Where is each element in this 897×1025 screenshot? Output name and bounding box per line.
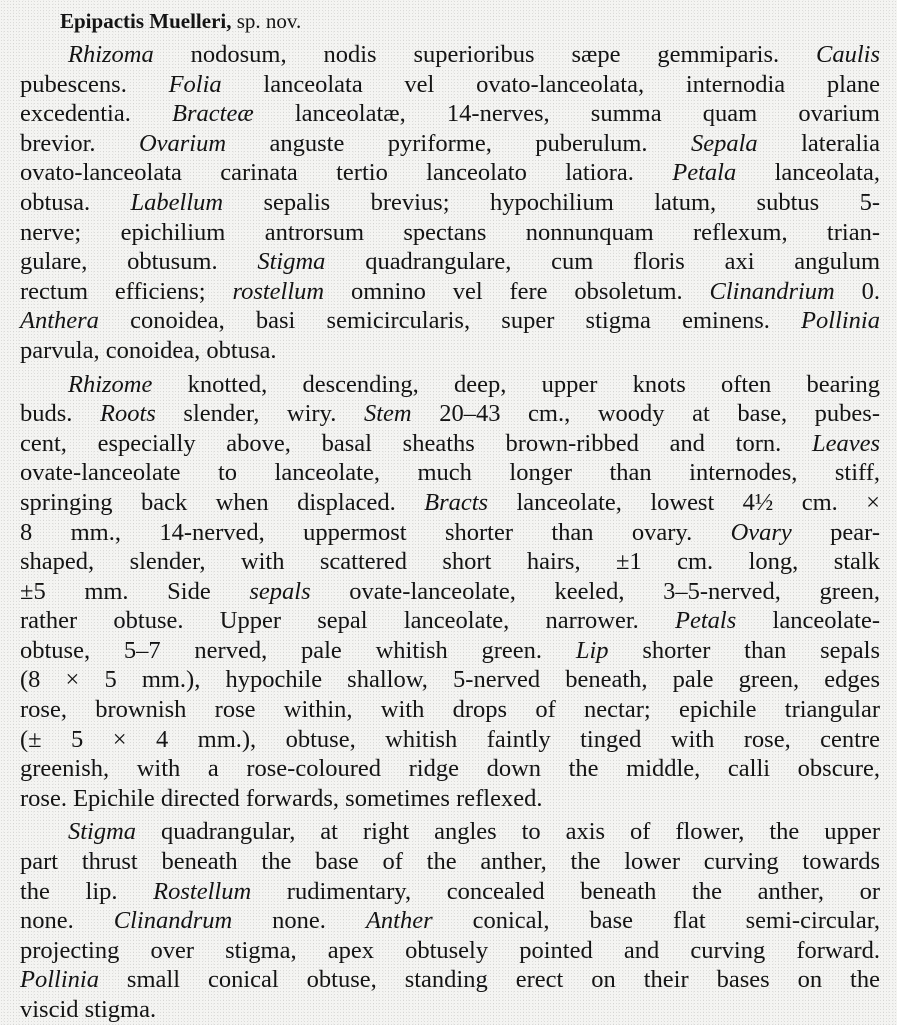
text-line [20, 40, 880, 70]
text-line [20, 306, 880, 336]
italic-term: Rhizome [68, 370, 153, 398]
text-line [20, 784, 880, 814]
italic-term: Caulis [816, 41, 880, 68]
italic-term: Petala [672, 159, 737, 187]
italic-term: Bracts [424, 488, 489, 516]
latin-diagnosis-paragraph [20, 40, 880, 366]
text-run: lanceolata vel ovato-lanceolata, internodia plane [221, 70, 880, 98]
species-heading [20, 6, 880, 36]
italic-term: sepals [249, 577, 311, 605]
text-line [20, 488, 880, 518]
text-run: none. [20, 907, 114, 935]
text-line [20, 188, 880, 218]
document-page [20, 6, 880, 1025]
text-run: omnino vel fere obsoletum. [324, 277, 710, 305]
text-run: projecting over stigma, apex obtusely pointed and curving forward. [20, 936, 880, 964]
text-line [20, 129, 880, 159]
text-run: part thrust beneath the base of the anther, the lower curving towards [20, 848, 880, 876]
text-run: brevior. [20, 129, 139, 157]
text-line [20, 99, 880, 129]
italic-term: Pollinia [20, 966, 99, 994]
text-line [20, 70, 880, 100]
text-run: knotted, descending, deep, upper knots often bearing [152, 370, 880, 398]
text-line [20, 518, 880, 548]
italic-term: Ovarium [138, 129, 227, 157]
text-run: the lip. [20, 877, 154, 905]
text-line [20, 247, 880, 277]
text-line [20, 458, 880, 488]
text-line [20, 995, 880, 1025]
text-run: 0. [834, 277, 880, 305]
italic-term: Roots [100, 400, 156, 428]
text-line [20, 547, 880, 577]
text-line [20, 906, 880, 936]
text-line [20, 965, 880, 995]
text-run: rose, brownish rose within, with drops of nectar; epichile triangular [20, 696, 880, 724]
italic-term: Anthera [20, 307, 99, 335]
text-run: slender, wiry. [155, 400, 364, 428]
italic-term: Bracteæ [172, 100, 254, 128]
text-run: ovate-lanceolate to lanceolate, much longer than internodes, stiff, [20, 459, 880, 487]
stigma-description-paragraph [20, 817, 880, 1024]
text-run: sepalis brevius; hypochilium latum, subtus 5- [223, 188, 881, 216]
text-line [20, 577, 880, 607]
text-run: conical, base flat semi-circular, [432, 907, 881, 935]
text-run: pubescens. [20, 70, 169, 98]
text-run: gulare, obtusum. [20, 248, 258, 276]
species-name: Epipactis Muelleri, [60, 9, 232, 33]
text-run: buds. [20, 400, 101, 428]
italic-term: rostellum [232, 277, 325, 305]
text-run: shorter than sepals [608, 636, 881, 664]
text-run: 8 mm., 14-nerved, uppermost shorter than ovary. [20, 518, 731, 546]
italic-term: Folia [168, 70, 222, 98]
text-run: none. [232, 907, 366, 935]
italic-term: Clinandrum [113, 907, 233, 935]
text-run: lanceolata, [736, 159, 880, 187]
text-line [20, 665, 880, 695]
italic-term: Pollinia [801, 307, 880, 335]
description-body [20, 40, 880, 1025]
text-line [20, 370, 880, 400]
text-run: (8 × 5 mm.), hypochile shallow, 5-nerved beneath, pale green, edges [20, 666, 880, 694]
text-line [20, 218, 880, 248]
italic-term: Stigma [68, 818, 137, 846]
text-line [20, 725, 880, 755]
text-run: parvula, conoidea, obtusa. [20, 336, 277, 364]
text-run: rather obtuse. Upper sepal lanceolate, narrower. [20, 607, 676, 635]
text-run: ovato-lanceolata carinata tertio lanceolato latiora. [20, 159, 673, 187]
text-line [20, 936, 880, 966]
english-description-paragraph [20, 370, 880, 814]
text-run: pear- [791, 518, 880, 546]
italic-term: Lip [575, 636, 609, 664]
text-run: nodosum, nodis superioribus sæpe gemmiparis. [153, 41, 816, 68]
text-run: conoidea, basi semicircularis, super stigma eminens. [98, 307, 802, 335]
text-run: excedentia. [20, 100, 173, 128]
text-run: rectum efficiens; [20, 277, 233, 305]
text-line [20, 277, 880, 307]
text-run: viscid stigma. [20, 996, 157, 1023]
text-run: ±5 mm. Side [20, 577, 250, 605]
text-run: rose. Epichile directed forwards, sometimes reflexed. [20, 784, 543, 812]
italic-term: Rostellum [153, 877, 252, 905]
text-line [20, 636, 880, 666]
text-run: lanceolate- [736, 607, 881, 635]
italic-term: Sepala [690, 129, 758, 157]
text-run: lanceolate, lowest 4½ cm. × [488, 488, 880, 516]
text-line [20, 817, 880, 847]
text-run: 20–43 cm., woody at base, pubes- [411, 400, 880, 428]
text-run: (± 5 × 4 mm.), obtuse, whitish faintly tinged with rose, centre [20, 725, 880, 753]
text-run: obtusa. [20, 188, 131, 216]
text-run: springing back when displaced. [20, 488, 425, 516]
text-run: greenish, with a rose-coloured ridge down the middle, calli obscure, [20, 755, 880, 783]
italic-term: Petals [675, 607, 737, 635]
text-run: anguste pyriforme, puberulum. [226, 129, 691, 157]
text-line [20, 429, 880, 459]
italic-term: Stigma [257, 248, 326, 276]
species-status: sp. nov. [231, 9, 302, 33]
text-line [20, 695, 880, 725]
text-run: shaped, slender, with scattered short hairs, ±1 cm. long, stalk [20, 548, 880, 576]
text-run: small conical obtuse, standing erect on their bases on the [98, 966, 880, 994]
text-line [20, 606, 880, 636]
italic-term: Leaves [811, 429, 880, 457]
text-run: cent, especially above, basal sheaths brown-ribbed and torn. [20, 429, 812, 457]
italic-term: Rhizoma [68, 41, 154, 68]
text-run: obtuse, 5–7 nerved, pale whitish green. [20, 636, 576, 664]
text-run: ovate-lanceolate, keeled, 3–5-nerved, green, [310, 577, 880, 605]
text-run: rudimentary, concealed beneath the anther, or [251, 877, 880, 905]
text-line [20, 336, 880, 366]
text-line [20, 847, 880, 877]
italic-term: Stem [363, 400, 412, 428]
text-run: nerve; epichilium antrorsum spectans nonnunquam reflexum, trian- [20, 218, 880, 246]
text-line [20, 877, 880, 907]
italic-term: Clinandrium [709, 277, 835, 305]
text-run: quadrangular, at right angles to axis of flower, the upper [136, 818, 880, 846]
text-run: quadrangulare, cum floris axi angulum [325, 248, 880, 276]
text-line [20, 158, 880, 188]
text-line [20, 399, 880, 429]
italic-term: Ovary [730, 518, 792, 546]
italic-term: Anther [365, 907, 433, 935]
text-line [20, 754, 880, 784]
italic-term: Labellum [130, 188, 224, 216]
text-run: lateralia [757, 129, 880, 157]
text-run: lanceolatæ, 14-nerves, summa quam ovarium [253, 100, 880, 128]
